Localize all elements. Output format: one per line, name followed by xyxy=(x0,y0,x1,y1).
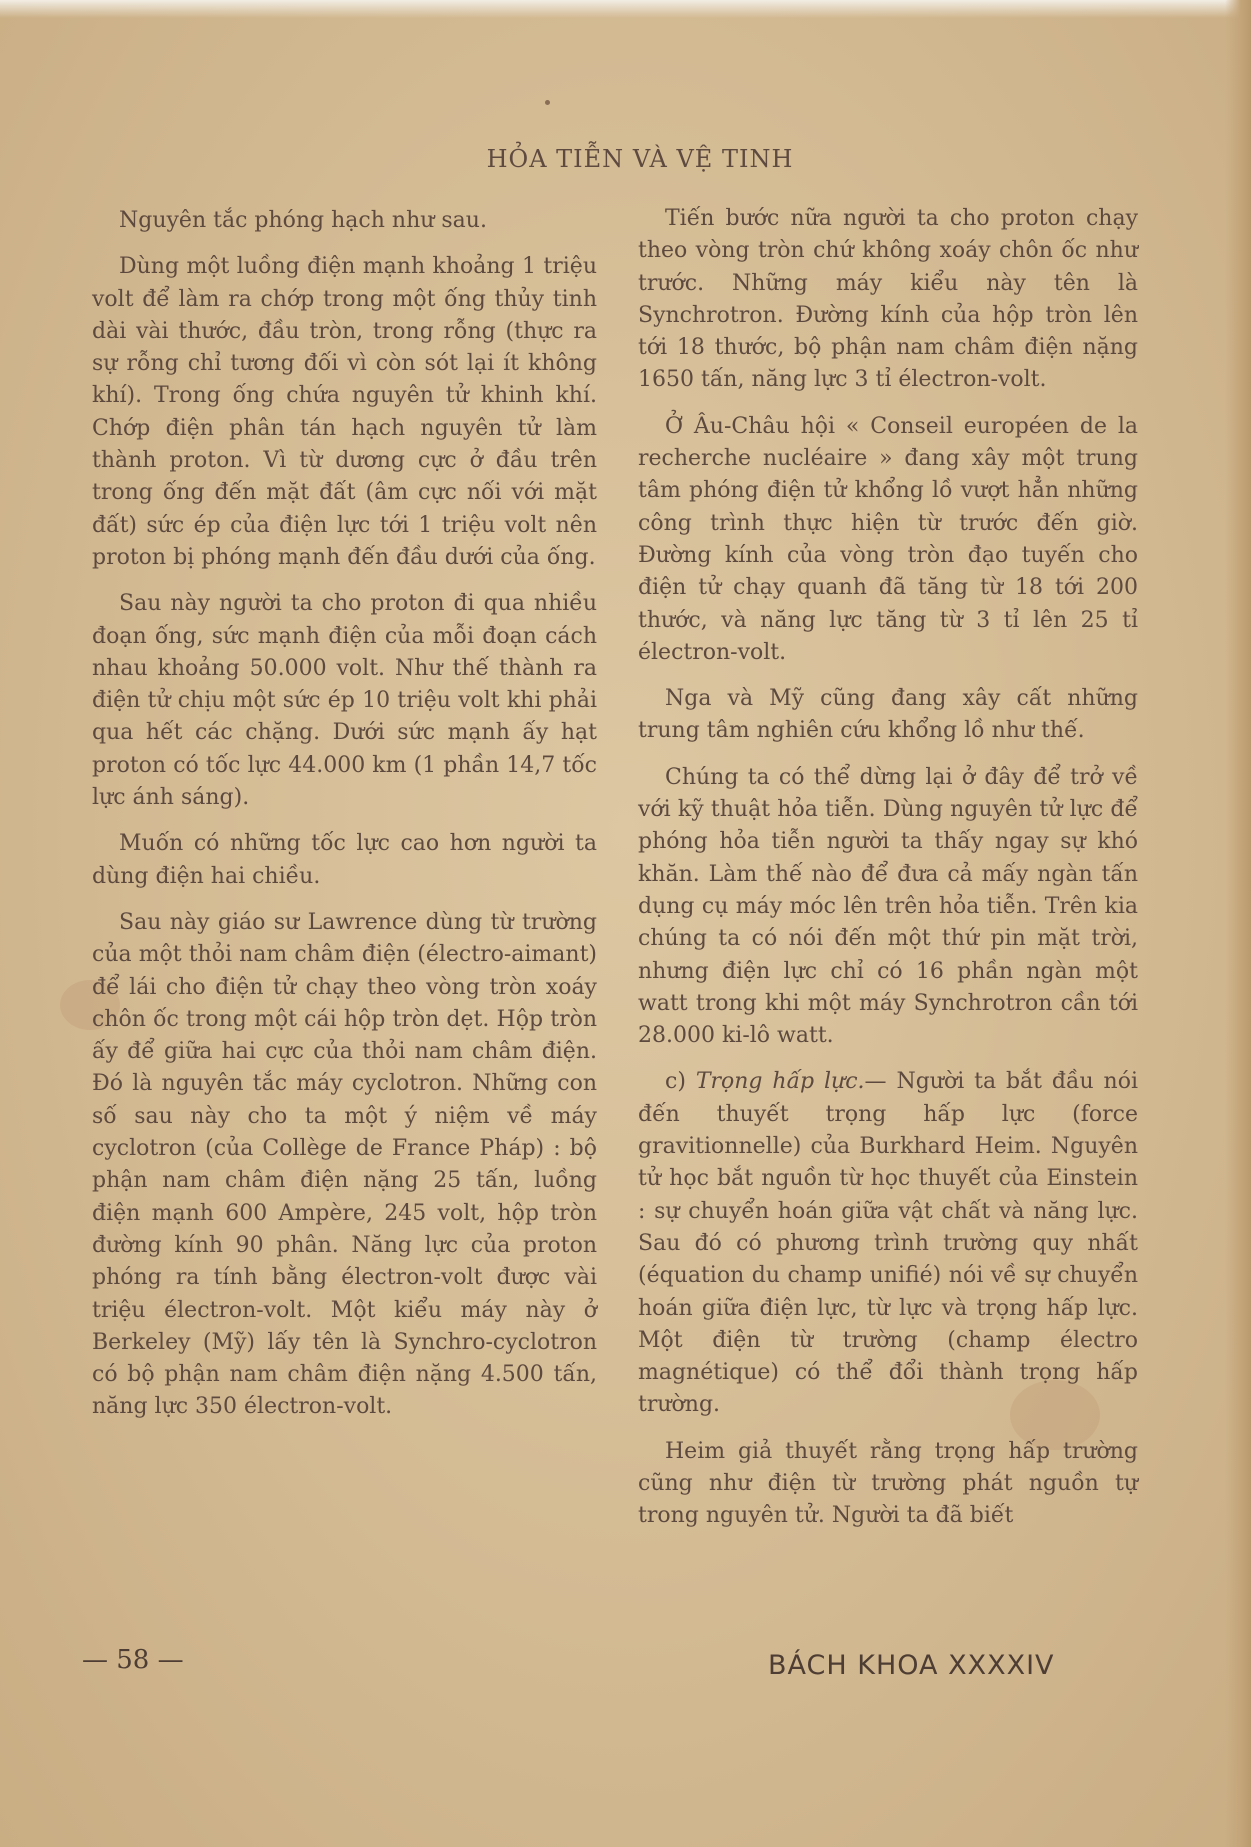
section-body: — Người ta bắt đầu nói đến thuyết trọng hấp lực (force gravitionnelle) của Burkhard Heim. Nguyên tử học bắt nguồn từ học thuyết của Einstein : sự chuyển hoán giữa vật chất và năng lực. Sau đó có phương trình trường quy nhất (équation du champ unifié) nói về sự chuyển hoán giữa điện lực, từ lực và trọng hấp lực. Một điện từ trường (champ électro magnétique) có thể đổi thành trọng hấp trường. xyxy=(638,1069,1138,1418)
section-heading: Trọng hấp lực. xyxy=(695,1069,865,1095)
paragraph: Muốn có những tốc lực cao hơn người ta dùng điện hai chiều. xyxy=(92,831,597,889)
page-top-edge xyxy=(0,0,1251,18)
paragraph: Heim giả thuyết rằng trọng hấp trường cũng như điện từ trường phát nguồn tự trong nguyên tử. Người ta đã biết xyxy=(638,1438,1138,1529)
paragraph: Chúng ta có thể dừng lại ở đây để trở về với kỹ thuật hỏa tiễn. Dùng nguyên tử lực để phóng hỏa tiễn người ta thấy ngay sự khó khăn. Làm thế nào để đưa cả mấy ngàn tấn dụng cụ máy móc lên trên hỏa tiễn. Trên kia chúng ta có nói đến một thứ pin mặt trời, nhưng điện lực chỉ có 16 phần ngàn một watt trong khi một máy Synchrotron cần tới 28.000 ki-lô watt. xyxy=(638,764,1138,1049)
paragraph: Sau này giáo sư Lawrence dùng từ trường của một thỏi nam châm điện (électro-aimant) để lái cho điện tử chạy theo vòng tròn xoáy chôn ốc trong một cái hộp tròn dẹt. Hộp tròn ấy để giữa hai cực của thỏi nam châm điện. Đó là nguyên tắc máy cyclotron. Những con số sau này cho ta một ý niệm về máy cyclotron (của Collège de France Pháp) : bộ phận nam châm điện nặng 25 tấn, luồng điện mạnh 600 Ampère, 245 volt, hộp tròn đường kính 90 phân. Năng lực của proton phóng ra tính bằng électron-volt được vài triệu électron-volt. Một kiểu máy này ở Berkeley (Mỹ) lấy tên là Synchro-cyclotron có bộ phận nam châm điện nặng 4.500 tấn, năng lực 350 électron-volt. xyxy=(92,909,597,1420)
section-paragraph xyxy=(638,1066,1138,1421)
paragraph: Nga và Mỹ cũng đang xây cất những trung tâm nghiên cứu khổng lồ như thế. xyxy=(638,686,1138,744)
paragraph: Ở Âu-Châu hội « Conseil européen de la recherche nucléaire » đang xây một trung tâm phóng điện tử khổng lồ vượt hẳn những công trình thực hiện từ trước đến giờ. Đường kính của vòng tròn đạo tuyến cho điện tử chạy quanh đã tăng từ 18 tới 200 thước, và năng lực tăng từ 3 tỉ lên 25 tỉ électron-volt. xyxy=(638,413,1138,665)
left-column xyxy=(92,205,597,1438)
ink-dot xyxy=(545,100,550,105)
magazine-footer: BÁCH KHOA XXXXIV xyxy=(768,1650,1055,1681)
page-number: — 58 — xyxy=(82,1645,184,1675)
paragraph: Nguyên tắc phóng hạch như sau. xyxy=(119,208,487,233)
page-right-edge xyxy=(1225,0,1251,1847)
section-prefix: c) xyxy=(665,1069,696,1095)
right-column xyxy=(638,203,1138,1547)
paragraph: Sau này người ta cho proton đi qua nhiều đoạn ống, sức mạnh điện của mỗi đoạn cách nhau khoảng 50.000 volt. Như thế thành ra điện tử chịu một sức ép 10 triệu volt khi phải qua hết các chặng. Dưới sức mạnh ấy hạt proton có tốc lực 44.000 km (1 phần 14,7 tốc lực ánh sáng). xyxy=(92,591,597,811)
paragraph: Tiến bước nữa người ta cho proton chạy theo vòng tròn chứ không xoáy chôn ốc như trước. Những máy kiểu này tên là Synchrotron. Đường kính của hộp tròn lên tới 18 thước, bộ phận nam châm điện nặng 1650 tấn, năng lực 3 tỉ électron-volt. xyxy=(638,206,1138,393)
running-head: HỎA TIỄN VÀ VỆ TINH xyxy=(486,145,794,173)
paragraph: Dùng một luồng điện mạnh khoảng 1 triệu volt để làm ra chớp trong một ống thủy tinh dài vài thước, đầu tròn, trong rỗng (thực ra sự rỗng chỉ tương đối vì còn sót lại ít không khí). Trong ống chứa nguyên tử khinh khí. Chớp điện phân tán hạch nguyên tử làm thành proton. Vì từ dương cực ở đầu trên trong ống đến mặt đất (âm cực nối với mặt đất) sức ép của điện lực tới 1 triệu volt nên proton bị phóng mạnh đến đầu dưới của ống. xyxy=(92,254,597,570)
